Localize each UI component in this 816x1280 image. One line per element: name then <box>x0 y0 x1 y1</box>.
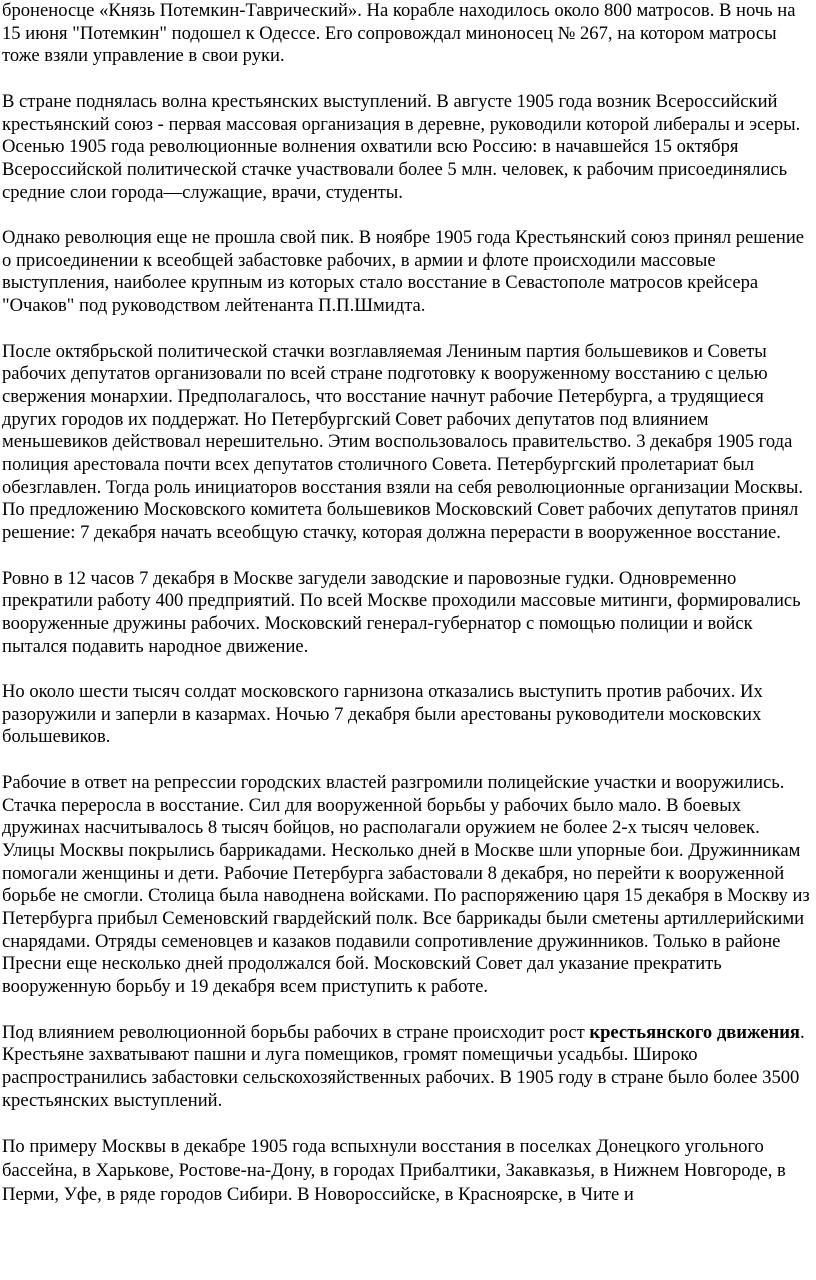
paragraph-8-text-b: . Крестьяне захватывают пашни и луга помещиков, громят помещичьи усадьбы. Широко распространились забастовки сельскохозяйственных рабочих. В 1905 году в стране было более 3500 крестьянских выступлений. <box>2 1021 805 1111</box>
paragraph-3-text: Однако революция еще не прошла свой пик. В ноябре 1905 года Крестьянский союз принял решение о присоединении к всеобщей забастовке рабочих, в армии и флоте происходили массовые выступления, наиболее крупным из которых стало восстание в Севастополе матросов крейсера "Очаков" под руководством лейтенанта П.П.Шмидта. <box>2 227 805 317</box>
paragraph-3 <box>2 227 814 318</box>
paragraph-1-text: броненосце «Князь Потемкин-Таврический». На корабле находилось около 800 матросов. В ночь на 15 июня "Потемкин" подошел к Одессе. Его сопровождал миноносец № 267, на котором матросы тоже взяли управление в свои руки. <box>2 0 796 67</box>
paragraph-2 <box>2 91 814 205</box>
paragraph-4 <box>2 341 814 545</box>
paragraph-7-text: Рабочие в ответ на репрессии городских властей разгромили полицейские участки и вооружились. Стачка переросла в восстание. Сил для вооруженной борьбы у рабочих было мало. В боевых дружинах насчитывалось 8 тысяч бойцов, но располагали оружием не более 2-х тысяч человек. Улицы Москвы покрылись баррикадами. Несколько дней в Москве шли упорные бои. Дружинникам помогали женщины и дети. Рабочие Петербурга забастовали 8 декабря, но перейти к вооруженной борьбе не смогли. Столица была наводнена войсками. По распоряжению царя 15 декабря в Москву из Петербурга прибыл Семеновский гвардейский полк. Все баррикады были сметены артиллерийскими снарядами. Отряды семеновцев и казаков подавили сопротивление дружинников. Только в районе Пресни еще несколько дней продолжался бой. Московский Совет дал указание прекратить вооруженную борьбу и 19 декабря всем приступить к работе. <box>2 771 810 998</box>
paragraph-9 <box>2 1135 814 1207</box>
paragraph-2-text: В стране поднялась волна крестьянских выступлений. В августе 1905 года возник Всероссийский крестьянский союз - первая массовая организация в деревне, руководили которой либералы и эсеры. Осенью 1905 года революционные волнения охватили всю Россию: в начавшейся 15 октября Всероссийской политической стачке участвовали более 5 млн. человек, к рабочим присоединялись средние слои города—служащие, врачи, студенты. <box>2 90 801 203</box>
paragraph-8-bold-term: крестьянского движения <box>589 1021 800 1043</box>
paragraph-5-text: Ровно в 12 часов 7 декабря в Москве загудели заводские и паровозные гудки. Одновременно прекратили работу 400 предприятий. По всей Москве проходили массовые митинги, формировались вооруженные дружины рабочих. Московский генерал-губернатор с помощью полиции и войск пытался подавить народное движение. <box>2 567 801 657</box>
paragraph-7 <box>2 772 814 999</box>
paragraph-8 <box>2 1022 814 1113</box>
paragraph-8-text-a: Под влиянием революционной борьбы рабочих в стране происходит рост <box>2 1021 590 1043</box>
paragraph-5 <box>2 568 814 659</box>
paragraph-6-text: Но около шести тысяч солдат московского гарнизона отказались выступить против рабочих. Их разоружили и заперли в казармах. Ночью 7 декабря были арестованы руководители московских большевиков. <box>2 681 763 748</box>
paragraph-4-text: После октябрьской политической стачки возглавляемая Лениным партия большевиков и Советы рабочих депутатов организовали по всей стране подготовку к вооруженному восстанию с целью свержения монархии. Предполагалось, что восстание начнут рабочие Петербурга, а трудящиеся других городов их поддержат. Но Петербургский Совет рабочих депутатов под влиянием меньшевиков действовал нерешительно. Этим воспользовалось правительство. 3 декабря 1905 года полиция арестовала почти всех депутатов столичного Совета. Петербургский пролетариат был обезглавлен. Тогда роль инициаторов восстания взяли на себя революционные организации Москвы. По предложению Московского комитета большевиков Московский Совет рабочих депутатов принял решение: 7 декабря начать всеобщую стачку, которая должна перерасти в вооруженное восстание. <box>2 340 804 544</box>
paragraph-1 <box>2 0 814 68</box>
paragraph-6 <box>2 681 814 749</box>
paragraph-9-text: По примеру Москвы в декабре 1905 года вспыхнули восстания в поселках Донецкого угольного бассейна, в Харькове, Ростове-на-Дону, в городах Прибалтики, Закавказья, в Нижнем Новгороде, в Перми, Уфе, в ряде городов Сибири. В Новороссийске, в Красноярске, в Чите и <box>2 1136 786 1206</box>
document-page <box>2 0 814 1207</box>
